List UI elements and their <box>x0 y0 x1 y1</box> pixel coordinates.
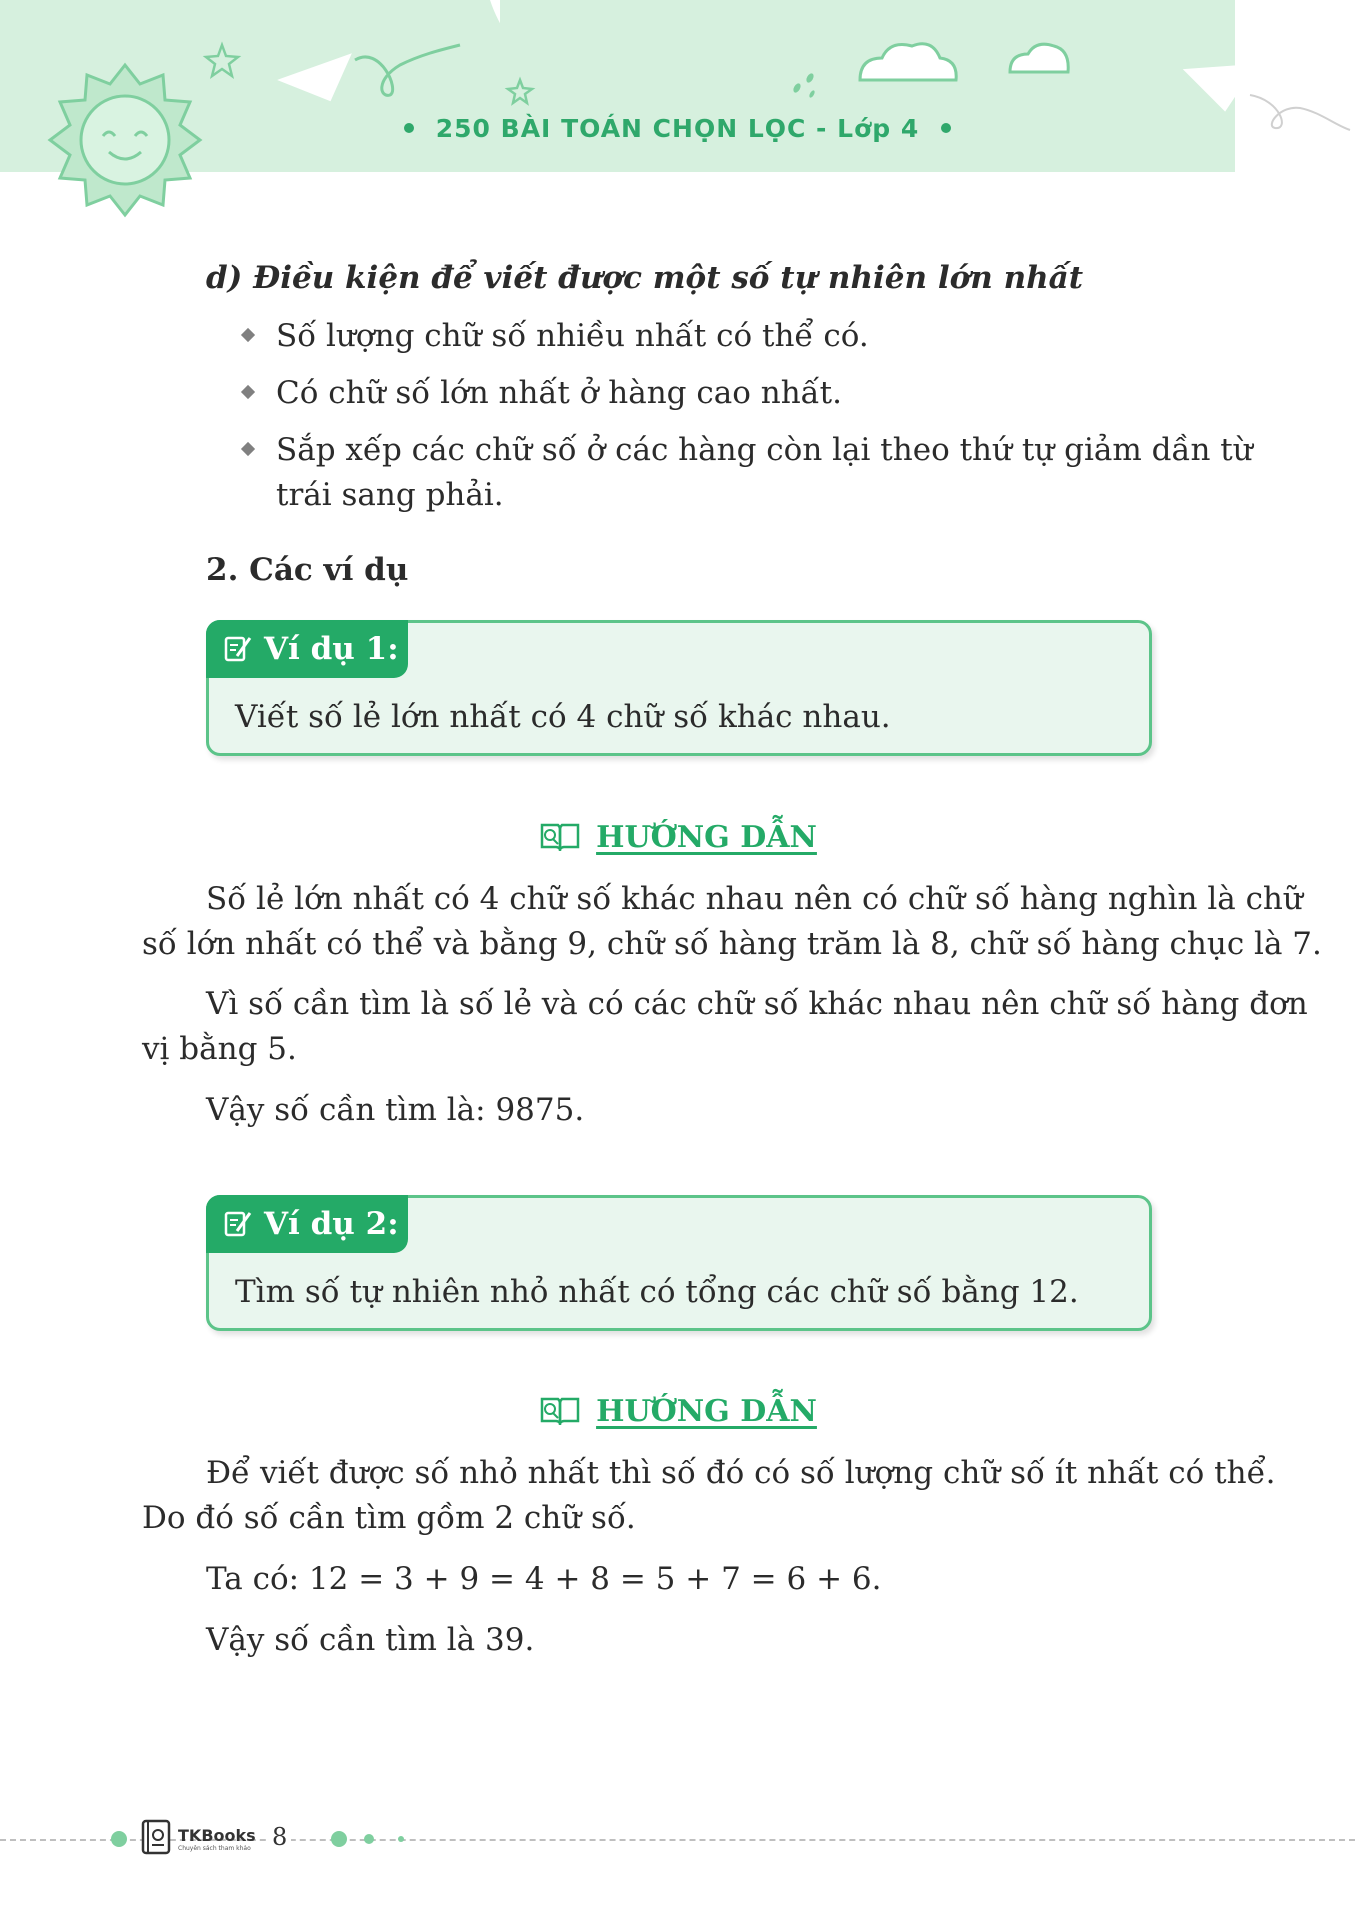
diamond-bullet-icon <box>241 385 255 399</box>
footer-dot-icon <box>364 1834 374 1844</box>
guide-1-line: số lớn nhất có thể và bằng 9, chữ số hàng trăm là 8, chữ số hàng chục là 7. <box>142 926 1322 962</box>
diamond-bullet-icon <box>241 442 255 456</box>
bullet-item-continued: trái sang phải. <box>276 477 504 513</box>
guide-2-title: HƯỚNG DẪN <box>596 1394 817 1429</box>
bullet-item: Sắp xếp các chữ số ở các hàng còn lại theo thứ tự giảm dần từ <box>276 432 1253 468</box>
guide-1-heading <box>0 820 1355 855</box>
bullet-item: Số lượng chữ số nhiều nhất có thể có. <box>276 318 869 354</box>
example-1-text: Viết số lẻ lớn nhất có 4 chữ số khác nhau. <box>235 699 891 735</box>
brand-name: TKBooks <box>178 1826 256 1845</box>
guide-1-line: Vậy số cần tìm là: 9875. <box>206 1092 585 1128</box>
guide-2-line: Để viết được số nhỏ nhất thì số đó có số lượng chữ số ít nhất có thể. <box>206 1455 1276 1491</box>
section-2-heading: 2. Các ví dụ <box>206 552 409 588</box>
example-2-tag <box>206 1195 408 1253</box>
guide-1-title: HƯỚNG DẪN <box>596 820 817 855</box>
bullet-dot-icon <box>941 123 951 133</box>
open-book-icon <box>538 1395 582 1425</box>
note-edit-icon <box>224 1209 252 1239</box>
guide-2-heading <box>0 1394 1355 1429</box>
open-book-icon <box>538 821 582 851</box>
example-1-box <box>206 620 1152 756</box>
bullet-item: Có chữ số lớn nhất ở hàng cao nhất. <box>276 375 842 411</box>
header-title <box>0 114 1355 143</box>
example-2-box <box>206 1195 1152 1331</box>
brand-tagline: Chuyên sách tham khảo <box>178 1845 251 1852</box>
guide-2-line: Do đó số cần tìm gồm 2 chữ số. <box>142 1500 636 1536</box>
footer-dot-icon <box>111 1831 127 1847</box>
book-title: 250 BÀI TOÁN CHỌN LỌC - Lớp 4 <box>435 114 920 143</box>
guide-1-line: vị bằng 5. <box>142 1031 297 1067</box>
footer-dot-icon <box>331 1831 347 1847</box>
guide-1-line: Vì số cần tìm là số lẻ và có các chữ số khác nhau nên chữ số hàng đơn <box>206 986 1308 1022</box>
example-1-label: Ví dụ 1: <box>264 631 399 667</box>
diamond-bullet-icon <box>241 328 255 342</box>
footer-dot-icon <box>398 1836 404 1842</box>
page-number: 8 <box>268 1823 291 1851</box>
example-2-text: Tìm số tự nhiên nhỏ nhất có tổng các chữ số bằng 12. <box>235 1274 1079 1310</box>
section-d-heading: d) Điều kiện để viết được một số tự nhiên lớn nhất <box>206 260 1084 296</box>
tkbooks-logo-icon <box>140 1818 174 1856</box>
example-1-tag <box>206 620 408 678</box>
note-edit-icon <box>224 634 252 664</box>
guide-1-line: Số lẻ lớn nhất có 4 chữ số khác nhau nên có chữ số hàng nghìn là chữ <box>206 881 1303 917</box>
example-2-label: Ví dụ 2: <box>264 1206 399 1242</box>
bullet-dot-icon <box>404 123 414 133</box>
guide-2-line: Vậy số cần tìm là 39. <box>206 1622 535 1658</box>
guide-2-line: Ta có: 12 = 3 + 9 = 4 + 8 = 5 + 7 = 6 + 6. <box>206 1561 882 1597</box>
